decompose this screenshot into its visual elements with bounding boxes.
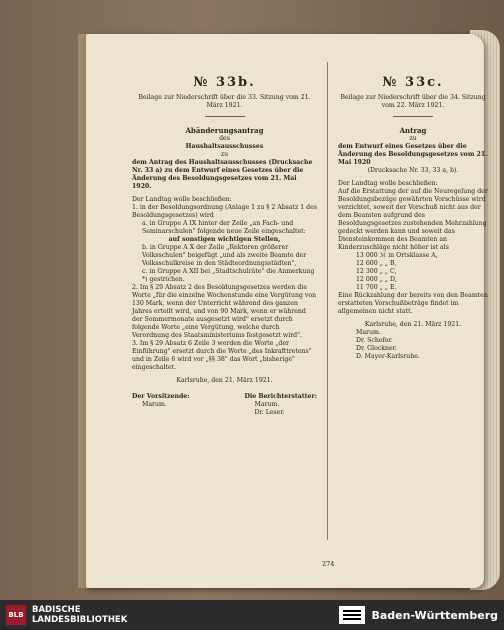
left-line: a. in Gruppe A IX hinter der Zeile „an Fach- und Seminarschulen" folgende neue Zeile eingeschaltet: xyxy=(142,220,306,235)
left-line: c. in Gruppe A XII bei „Stadtschulräte" die Anmerkung *) gestrichen. xyxy=(142,268,315,283)
reporter-name: Dr. Leser. xyxy=(254,409,285,416)
left-number: № 33b. xyxy=(193,75,256,90)
left-heading: Abänderungsantrag xyxy=(185,126,264,135)
left-line: auf sonstigen wichtigen Stellen, xyxy=(168,236,281,243)
chair-label: Der Vorsitzende: xyxy=(132,393,190,400)
right-column xyxy=(338,40,488,361)
table-row: 12 600 „ „ B, xyxy=(356,260,397,267)
left-des: des xyxy=(219,135,230,142)
right-text2: Eine Rückzahlung der bereits von den Beamten erstatteten Vorschußbeträge findet im allgemeinen nicht statt. xyxy=(338,292,488,315)
right-place-date: Karlsruhe, den 21. März 1921. xyxy=(364,321,462,328)
left-line: b. in Gruppe A X der Zeile „Rektoren größerer Volksschulen" beigefügt „und als zweite Beamte der Volksschulkreise in den Städteordnungsstädten", xyxy=(142,244,307,267)
library-name-line2: LANDESBIBLIOTHEK xyxy=(32,615,128,625)
ortsklasse-table xyxy=(338,252,488,292)
right-zu: zu xyxy=(409,135,417,142)
left-signatures xyxy=(132,393,317,417)
state-name: Baden-Württemberg xyxy=(371,608,498,622)
left-committee: Haushaltsausschusses xyxy=(185,143,264,150)
right-resolve: Der Landtag wolle beschließen: xyxy=(338,180,438,187)
left-line: 3. Im § 29 Absatz 6 Zeile 3 werden die Worte „der Einführung" ersetzt durch die Worte „des Inkrafttretens" und in Zeile 6 wird vor „§§ 38" das Wort „bisherige" eingeschaltet. xyxy=(132,340,312,371)
signer: Dr. Schofer. xyxy=(356,337,393,344)
right-ref: (Drucksache Nr. 33, 33 a, b). xyxy=(367,167,459,174)
bw-logo-icon xyxy=(339,606,365,624)
blb-brand[interactable] xyxy=(0,605,127,625)
right-text: Auf die Erstattung der auf die Neuregelung der Besoldungsbezüge gewährten Vorschüsse wird verzichtet, soweit der Vorschuß nicht aus der dem Beamten aufgrund des Besoldungsgesetzes zustehenden Mehrzahlung gedeckt werden kann und soweit das Diensteinkommen des Beamten an Kinderzuschläge nicht höher ist als xyxy=(338,188,488,251)
left-line: 1. in der Besoldungsordnung (Anlage 1 zu § 2 Absatz 1 des Besoldungsgesetzes) wird xyxy=(132,204,317,219)
right-rule xyxy=(393,116,433,117)
left-zu: zu xyxy=(220,151,229,158)
table-row: 12 000 „ „ D, xyxy=(356,276,397,283)
left-note: Beilage zur Niederschrift über die 33. Sitzung vom 21. März 1921. xyxy=(138,94,311,109)
signer: Marum. xyxy=(356,329,381,336)
reporter-name: Marum. xyxy=(254,401,280,408)
left-line: 2. Im § 29 Absatz 2 des Besoldungsgesetzes werden die Worte „für die einzelne Wochenstunde eine Vergütung von 130 Mark, wenn der Unterricht während des ganzen Jahres erteilt wird, und von 90 Mark, wenn er während der Sommermonate ausgesetzt wird" ersetzt durch folgende Worte „eine Vergütung, welche durch Verordnung des Staatsministeriums festgesetzt wird". xyxy=(132,284,317,339)
signer: Dr. Glockner. xyxy=(356,345,397,352)
right-heading: Antrag xyxy=(399,126,427,135)
right-signers xyxy=(338,329,488,361)
blb-logo-icon: BLB xyxy=(6,605,26,625)
table-row: 12 300 „ „ C, xyxy=(356,268,397,275)
chair-name: Marum. xyxy=(142,401,167,408)
table-row: 11 700 „ „ E. xyxy=(356,284,397,291)
table-row: 13 000 ℳ in Ortsklasse A, xyxy=(356,252,438,259)
library-name-line1: BADISCHE xyxy=(32,605,81,615)
reporter-label: Die Berichterstatter: xyxy=(244,393,317,400)
viewer-footer xyxy=(0,600,504,630)
left-place-date: Karlsruhe, den 21. März 1921. xyxy=(176,377,273,384)
left-rule xyxy=(205,116,245,117)
right-note: Beilage zur Niederschrift über die 34. Sitzung vom 22. März 1921. xyxy=(340,94,486,109)
signer: D. Mayer-Karlsruhe. xyxy=(356,353,420,360)
left-intro: dem Antrag des Haushaltsausschusses (Drucksache Nr. 33 a) zu dem Entwurf eines Gesetzes über die Änderung des Besoldungsgesetzes vom 21. Mai 1920. xyxy=(132,159,313,190)
column-divider xyxy=(327,62,328,540)
page-number: 274 xyxy=(322,560,335,568)
left-resolve: Der Landtag wolle beschließen: xyxy=(132,196,232,203)
right-number: № 33c. xyxy=(382,75,444,90)
left-column xyxy=(132,40,317,417)
right-intro: dem Entwurf eines Gesetzes über die Änderung des Besoldungsgesetzes vom 21. Mai 1920 xyxy=(338,143,488,166)
bw-brand[interactable] xyxy=(339,606,504,624)
